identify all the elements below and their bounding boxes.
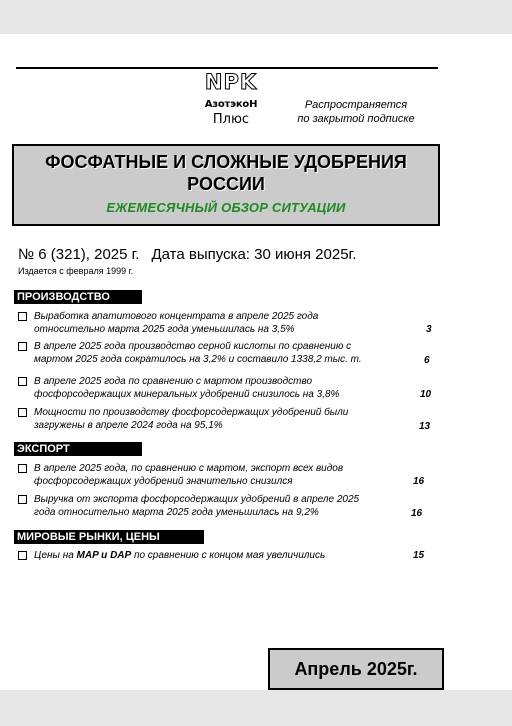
toc-item-text: В апреле 2025 года по сравнению с мартом производство (34, 376, 313, 387)
toc-item-text: фосфорсодержащих минеральных удобрений снизилось на 3,8% (34, 389, 340, 400)
checkbox-icon (18, 377, 27, 386)
document-subtitle: ЕЖЕМЕСЯЧНЫЙ ОБЗОР СИТУАЦИИ (106, 200, 346, 215)
toc-item-text: Выработка апатитового концентрата в апреле 2025 года (34, 311, 319, 322)
toc-page-number: 13 (419, 421, 431, 432)
title-line-2: РОССИИ (187, 174, 265, 194)
logo-npk: NPK (204, 70, 258, 94)
toc-page-number: 3 (426, 324, 432, 335)
checkbox-icon (18, 342, 27, 351)
issue-number: № 6 (321), 2025 г. (18, 246, 140, 263)
toc-page-number: 15 (413, 550, 425, 561)
toc-item-text: Цены на (34, 550, 77, 561)
logo-azotekon: АзотэкоН (204, 99, 258, 110)
distribution-line-1: Распространяется (304, 99, 408, 111)
document-title (14, 151, 438, 195)
document-page (0, 34, 512, 690)
toc-item[interactable] (18, 549, 438, 562)
toc-page-number: 16 (413, 476, 425, 487)
distribution-line-2: по закрытой подписке (297, 113, 415, 125)
top-rule (16, 67, 438, 69)
toc-item[interactable] (18, 406, 438, 432)
checkbox-icon (18, 551, 27, 560)
checkbox-icon (18, 408, 27, 417)
toc-item-text: фосфорсодержащих удобрений значительно снизился (34, 476, 293, 487)
title-box (12, 144, 440, 226)
toc-item-text: Выручка от экспорта фосфорсодержащих удобрений в апреле 2025 (34, 494, 360, 505)
issue-line (18, 246, 356, 263)
release-date: Дата выпуска: 30 июня 2025г. (151, 246, 357, 263)
toc-item-text-bold: MAP и DAP (76, 550, 132, 561)
toc-page-number: 10 (420, 389, 432, 400)
checkbox-icon (18, 495, 27, 504)
toc-item[interactable] (18, 375, 438, 401)
title-line-1: ФОСФАТНЫЕ И СЛОЖНЫЕ УДОБРЕНИЯ (45, 152, 407, 172)
toc-item-text: В апреле 2025 года, по сравнению с мартом, экспорт всех видов (34, 463, 344, 474)
publisher-logo (196, 70, 266, 128)
toc-item-text: загружены в апреле 2024 года на 95,1% (34, 420, 223, 431)
toc-item-text: мартом 2025 года сократилось на 3,2% и составило 1338,2 тыс. т. (34, 354, 362, 365)
toc-item[interactable] (18, 310, 438, 336)
toc-item[interactable] (18, 493, 438, 519)
toc-item-text: относительно марта 2025 года уменьшилась на 3,5% (34, 324, 295, 335)
toc-item-text: В апреле 2025 года производство серной кислоты по сравнению с (34, 341, 352, 352)
logo-plus: Плюс (212, 112, 250, 127)
distribution-note (286, 98, 426, 126)
checkbox-icon (18, 312, 27, 321)
issue-month-box: Апрель 2025г. (268, 648, 444, 690)
checkbox-icon (18, 464, 27, 473)
section-markets-header: МИРОВЫЕ РЫНКИ, ЦЕНЫ (14, 530, 204, 544)
published-since: Издается с февраля 1999 г. (18, 266, 134, 276)
section-production-header: ПРОИЗВОДСТВО (14, 290, 142, 304)
toc-page-number: 6 (424, 355, 430, 366)
toc-item-text: по сравнению с концом мая увеличились (131, 550, 326, 561)
toc-item[interactable] (18, 462, 438, 488)
section-export-header: ЭКСПОРТ (14, 442, 142, 456)
toc-page-number: 16 (411, 508, 423, 519)
toc-item-text: Мощности по производству фосфорсодержащих удобрений были (34, 407, 349, 418)
toc-item[interactable] (18, 340, 438, 366)
toc-item-text: года относительно марта 2025 года уменьшилась на 9,2% (34, 507, 319, 518)
